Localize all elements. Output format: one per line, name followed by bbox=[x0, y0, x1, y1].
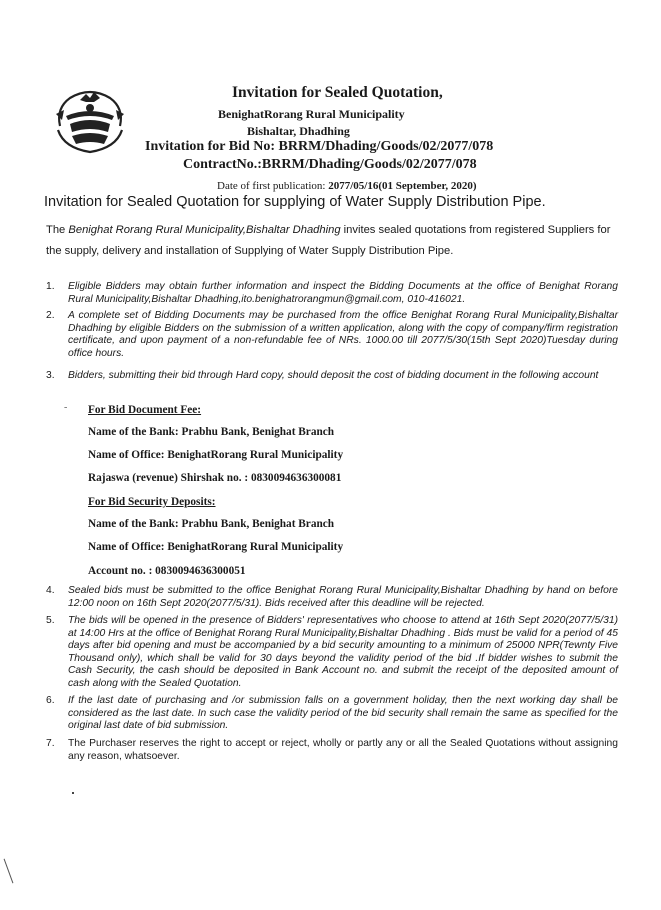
location: Bishaltar, Dhadhing bbox=[247, 124, 350, 138]
list-item-text: Eligible Bidders may obtain further information and inspect the Bidding Documents at the office of Benighat Rorang Rural Municipality,Bishaltar Dhadhing,ito.benighatrorangmun@gmail.com, 010-416021. bbox=[68, 281, 618, 305]
scan-mark bbox=[4, 859, 14, 884]
doc-fee-heading: For Bid Document Fee: bbox=[88, 404, 202, 416]
list-item-number: 5. bbox=[46, 615, 55, 626]
doc-fee-bank: Name of the Bank: Prabhu Bank, Benighat Branch bbox=[88, 426, 335, 438]
security-heading: For Bid Security Deposits: bbox=[88, 496, 216, 508]
municipality-emblem-icon bbox=[50, 86, 130, 158]
bullet-mark: - bbox=[64, 402, 68, 413]
bid-number: Invitation for Bid No: BRRM/Dhading/Goods/02/2077/078 bbox=[145, 139, 494, 154]
intro-agency: Benighat Rorang Rural Municipality,Bishaltar Dhadhing bbox=[68, 224, 341, 236]
doc-fee-office: Name of Office: BenighatRorang Rural Municipality bbox=[88, 449, 344, 461]
doc-fee-account: Rajaswa (revenue) Shirshak no. : 0830094636300081 bbox=[88, 472, 342, 484]
intro-paragraph bbox=[46, 220, 616, 262]
list-item-number: 1. bbox=[46, 281, 55, 292]
municipality-name: BenighatRorang Rural Municipality bbox=[218, 107, 405, 121]
security-office: Name of Office: BenighatRorang Rural Municipality bbox=[88, 541, 344, 553]
list-item-number: 6. bbox=[46, 695, 55, 706]
list-item-text: A complete set of Bidding Documents may be purchased from the office Benighat Rorang Rural Municipality,Bishaltar Dhadhing by eligible Bidders on the submission of a written application, along with the copy of company/firm registration certificate, and upon payment of a non-refundable fee of NRs. 1000.00 till 2077/5/30(15th Sept 2020)Tuesday during office hours. bbox=[68, 310, 618, 359]
list-item-number: 7. bbox=[46, 738, 55, 749]
intro-rest: invites sealed quotations from registered Suppliers for the supply, delivery and installation of Supplying of Water Supply Distribution Pipe. bbox=[46, 224, 611, 257]
list-item-text: The Purchaser reserves the right to accept or reject, wholly or partly any or all the Sealed Quotations without assigning any reason, whatsoever. bbox=[68, 738, 618, 762]
security-account: Account no. : 0830094636300051 bbox=[88, 565, 246, 577]
contract-number: ContractNo.:BRRM/Dhading/Goods/02/2077/078 bbox=[183, 157, 477, 172]
list-item-text: The bids will be opened in the presence of Bidders' representatives who choose to attend at 16th Sept 2020(2077/5/31) at 14:00 Hrs at the office of Benighat Rorang Rural Municipality,Bishaltar Dhadhing . Bids must be valid for a period of 45 days after bid opening and must be accompanied by a bid security amounting to a minimum of 25000 NPR(Tewnty Five Thousand only), which shall be valid for 30 days beyond the validity period of the bid .If bidder wishes to submit the Cash Security, the cash should be deposited in Bank Account no. and submit the receipt of the deposited amount of cash along with the Sealed Quotation. bbox=[68, 615, 618, 689]
list-item-number: 2. bbox=[46, 310, 55, 321]
intro-prefix: The bbox=[46, 224, 69, 236]
security-bank: Name of the Bank: Prabhu Bank, Benighat Branch bbox=[88, 518, 335, 530]
publication-label: Date of first publication: bbox=[217, 180, 326, 192]
publication-date bbox=[217, 180, 477, 192]
list-item-text: Sealed bids must be submitted to the office Benighat Rorang Rural Municipality,Bishaltar Dhadhing by hand on before 12:00 noon on 16th Sept 2020(2077/5/31). Bids received after this deadline will be rejected. bbox=[68, 585, 618, 609]
scan-speck bbox=[72, 792, 74, 794]
document-title: Invitation for Sealed Quotation, bbox=[232, 84, 443, 101]
publication-date-value: 2077/05/16(01 September, 2020) bbox=[328, 180, 477, 192]
list-item-number: 4. bbox=[46, 585, 55, 596]
list-item-text: Bidders, submitting their bid through Hard copy, should deposit the cost of bidding document in the following account bbox=[68, 370, 599, 381]
subject-line: Invitation for Sealed Quotation for supplying of Water Supply Distribution Pipe. bbox=[44, 194, 546, 210]
list-item-text: If the last date of purchasing and /or submission falls on a government holiday, then the next working day shall be considered as the last date. In such case the validity period of the bid security shall remain the same as specified for the original last date of bid submission. bbox=[68, 695, 618, 732]
list-item-number: 3. bbox=[46, 370, 55, 381]
